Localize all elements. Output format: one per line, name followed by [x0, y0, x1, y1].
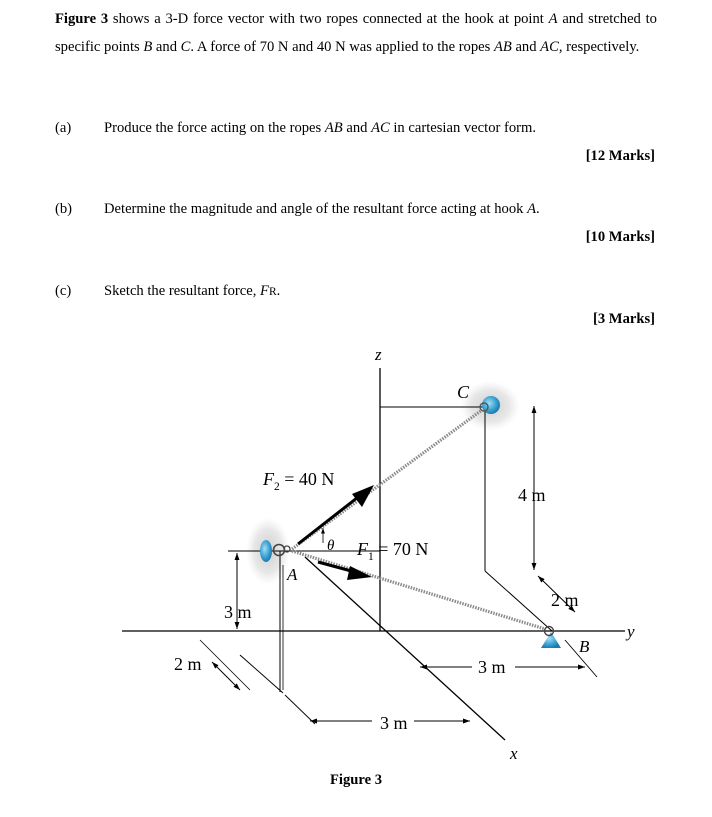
dim-3m-bottom-label: 3 m — [380, 713, 408, 733]
intro-text-1: shows a 3-D force vector with two ropes connected at the hook at point — [108, 11, 549, 27]
dim-2m-left-label: 2 m — [174, 654, 202, 674]
dim-2m-right-label: 2 m — [551, 590, 579, 610]
dim-3m-bottom-ext-left — [285, 695, 315, 724]
figure-caption: Figure 3 — [329, 772, 383, 788]
theta-label: θ — [327, 538, 335, 554]
x-axis-label: x — [510, 744, 518, 763]
rope-ab — [292, 551, 545, 629]
force-f2-label: $F_2 = 40$ N — [263, 469, 335, 493]
rope-ac-ref: AC — [540, 38, 559, 55]
figure-reference: Figure 3 — [55, 11, 109, 27]
z-axis-label: z — [375, 345, 382, 364]
intro-text-6: , respectively. — [558, 38, 640, 55]
question-b-label: (b) — [55, 201, 73, 217]
dim-3m-mid-label: 3 m — [478, 657, 506, 677]
question-b-marks: [10 Marks] — [585, 229, 655, 245]
question-a-text: Produce the force acting on the ropes AB and AC in cartesian vector form. — [104, 120, 537, 136]
a-line-ground-diag — [240, 655, 283, 693]
point-b-label: B — [579, 637, 590, 656]
point-b-ref: B — [143, 38, 153, 55]
question-c-text: Sketch the resultant force, FR. — [104, 283, 281, 299]
y-axis-label: y — [627, 622, 635, 641]
question-c-label: (c) — [55, 283, 72, 299]
hook-a-plate — [260, 540, 272, 562]
question-a-marks: [12 Marks] — [585, 148, 655, 164]
point-a-label: A — [287, 565, 298, 584]
point-c-label: C — [457, 382, 470, 402]
intro-text-4: . A force of 70 N and 40 N was applied to the ropes — [190, 38, 494, 55]
question-a-label: (a) — [55, 120, 72, 136]
intro-text-2: and stretched to specific points — [55, 11, 657, 55]
force-f2-arrow — [298, 494, 362, 544]
force-f2-arrowhead — [352, 485, 374, 507]
question-b-text: Determine the magnitude and angle of the resultant force acting at hook A. — [104, 201, 540, 217]
dim-4m-label: 4 m — [518, 485, 546, 505]
dim-3m-left-label: 3 m — [224, 602, 252, 622]
point-c-ref: C — [180, 38, 191, 55]
a-line-ground-1 — [200, 640, 250, 690]
rope-ab-ref: AB — [493, 38, 512, 55]
intro-text-3: and — [152, 38, 181, 55]
force-f1-label: $F_1 = 70$ N — [357, 539, 429, 563]
question-c-marks: [3 Marks] — [592, 311, 655, 327]
point-a-ref: A — [548, 11, 558, 27]
intro-text-5: and — [511, 38, 541, 55]
